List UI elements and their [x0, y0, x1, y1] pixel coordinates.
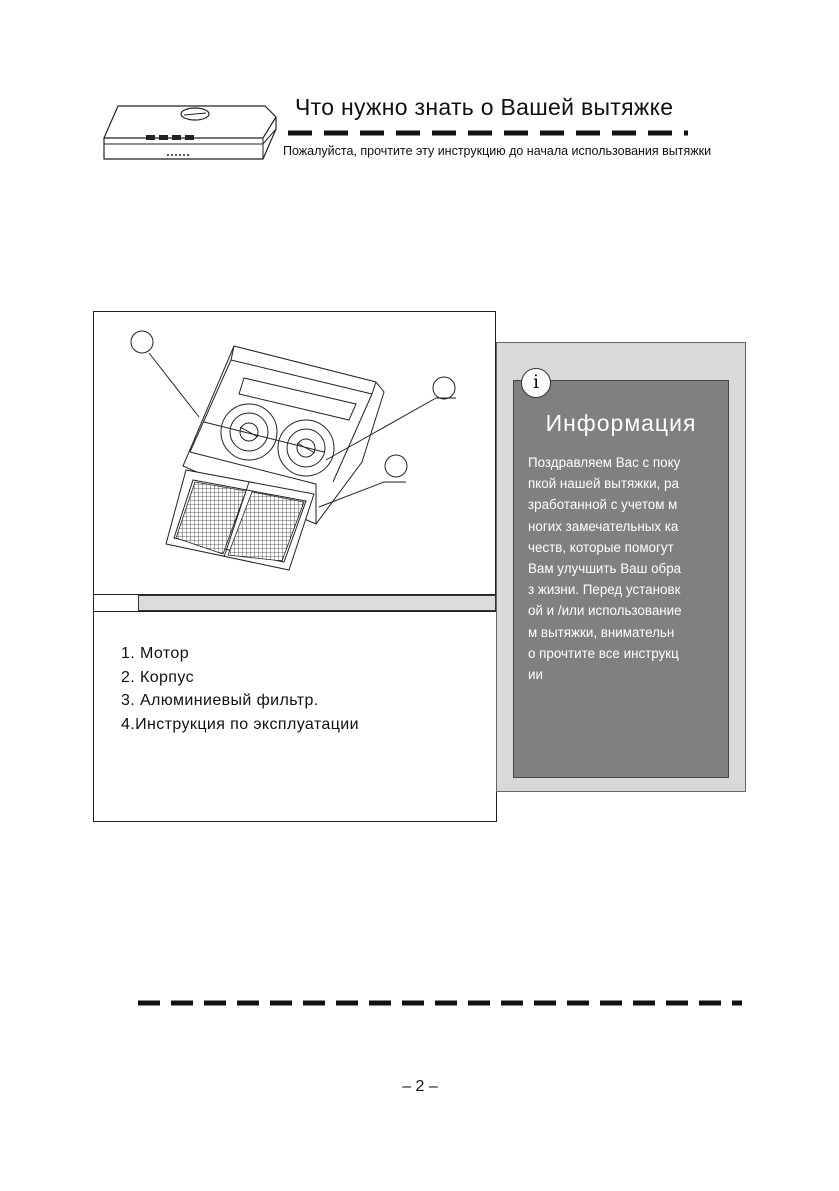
- range-hood-exploded-diagram: [94, 312, 495, 594]
- info-line: о прочтите все инструкц: [528, 645, 679, 661]
- parts-list: [121, 642, 359, 736]
- diagram-shadow-strip: [138, 595, 496, 611]
- page-title: Что нужно знать о Вашей вытяжке: [295, 94, 674, 120]
- callout-circle: [433, 377, 455, 399]
- list-item: 3. Алюминиевый фильтр.: [121, 692, 319, 709]
- info-line: ногих замечательных ка: [528, 518, 679, 534]
- callout-circle: [131, 331, 153, 353]
- list-item: 1. Мотор: [121, 645, 189, 662]
- page-number: – 2 –: [402, 1078, 438, 1095]
- info-line: м вытяжки, внимательн: [528, 624, 675, 640]
- info-line: ой и /или использование: [528, 603, 682, 619]
- parts-list-box: [93, 611, 497, 822]
- info-line: зработанной с учетом м: [528, 497, 678, 513]
- info-icon: i: [521, 368, 551, 398]
- info-line: честв, которые помогут: [528, 539, 674, 555]
- info-line: ии: [528, 667, 543, 683]
- diagram-frame: [93, 311, 496, 595]
- info-line: пкой нашей вытяжки, ра: [528, 476, 679, 492]
- info-line: Вам улучшить Ваш обра: [528, 561, 682, 577]
- range-hood-icon: [100, 103, 280, 161]
- list-item: 2. Корпус: [121, 668, 194, 686]
- diagram-tab: [93, 595, 139, 611]
- callout-circle: [385, 455, 407, 477]
- header-dashed-divider: [288, 130, 688, 136]
- footer-dashed-divider: [138, 1000, 742, 1006]
- info-line: з жизни. Перед установк: [528, 582, 681, 598]
- page-subtitle: Пожалуйста, прочтите эту инструкцию до начала использования вытяжки: [283, 144, 712, 158]
- info-line: Поздравляем Вас с поку: [528, 455, 681, 470]
- info-body: [528, 452, 726, 685]
- info-title: Информация: [545, 410, 697, 436]
- list-item: 4.Инструкция по эксплуатации: [121, 715, 359, 733]
